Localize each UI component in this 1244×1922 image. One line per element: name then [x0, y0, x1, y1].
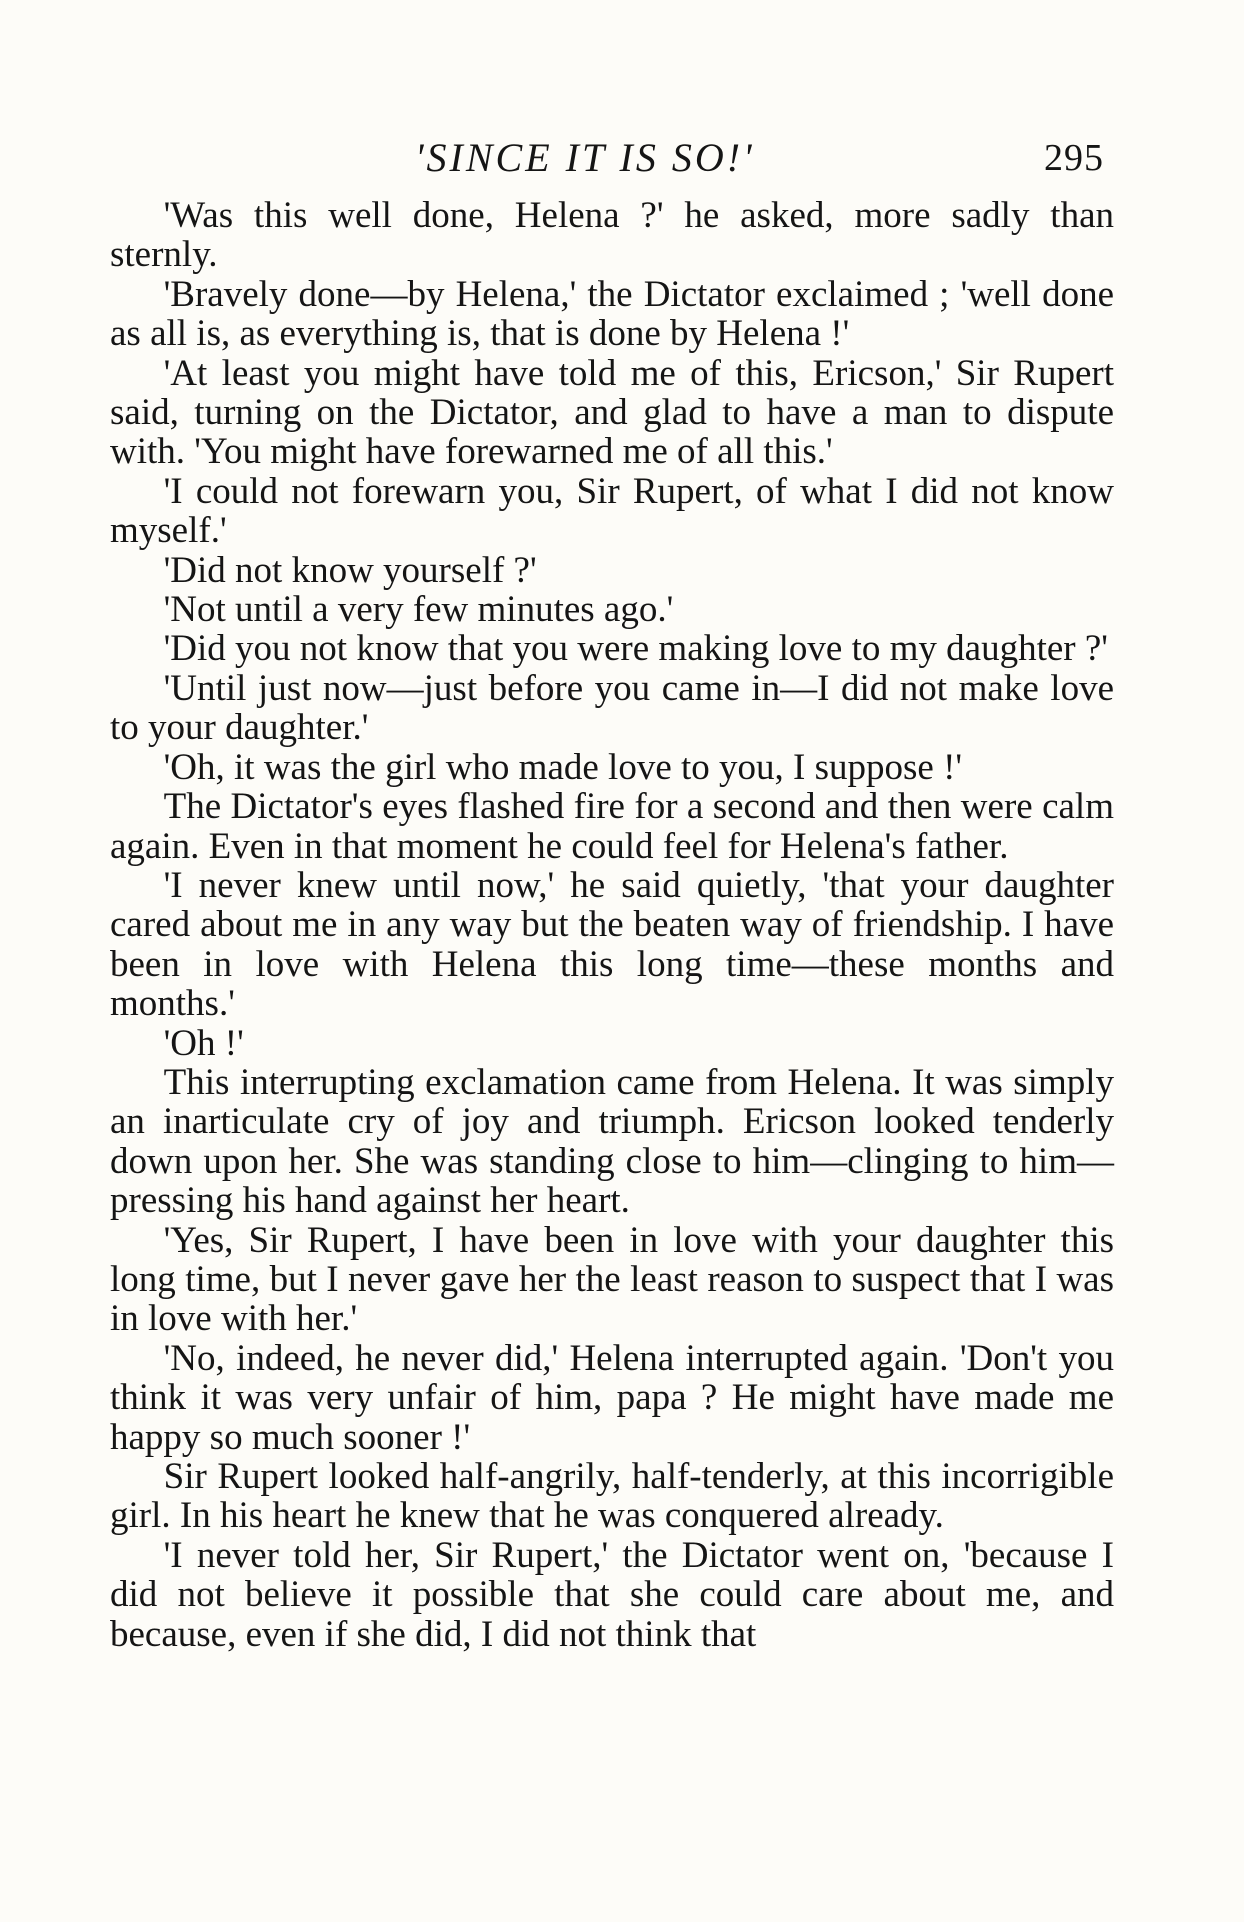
- paragraph: 'Yes, Sir Rupert, I have been in love with your daughter this long time, but I never gave her the least reason to suspect that I was in love with her.': [110, 1219, 1114, 1340]
- paragraph: 'Not until a very few minutes ago.': [163, 589, 674, 631]
- paragraph: 'Bravely done—by Helena,' the Dictator exclaimed ; 'well done as all is, as everything is, that is done by Helena !': [110, 273, 1114, 355]
- paragraph: 'I never knew until now,' he said quietly, 'that your daughter cared about me in any way but the beaten way of friendship. I have been in love with Helena this long time—these months and months.': [110, 864, 1114, 1025]
- paragraph: The Dictator's eyes flashed fire for a second and then were calm again. Even in that moment he could feel for Helena's father.: [110, 786, 1114, 867]
- paragraph: 'At least you might have told me of this, Ericson,' Sir Rupert said, turning on the Dictator, and glad to have a man to dispute with. 'You might have forewarned me of all this.': [110, 352, 1114, 473]
- paragraph: 'I never told her, Sir Rupert,' the Dictator went on, 'because I did not believe it possible that she could care about me, and because, even if she did, I did not think that: [110, 1534, 1114, 1655]
- paragraph: 'Did not know yourself ?': [163, 549, 537, 591]
- paragraph: 'Did you not know that you were making love to my daughter ?': [163, 628, 1108, 670]
- page-header: [0, 134, 1244, 184]
- paragraph: 'Oh, it was the girl who made love to you, I suppose !': [163, 746, 963, 788]
- paragraph: 'Until just now—just before you came in—I did not make love to your daughter.': [110, 667, 1114, 749]
- paragraph: 'Oh !': [163, 1022, 244, 1064]
- paragraph: 'I could not forewarn you, Sir Rupert, of what I did not know myself.': [110, 470, 1114, 552]
- paragraph: 'Was this well done, Helena ?' he asked, more sadly than sternly.: [110, 195, 1114, 276]
- paragraph: This interrupting exclamation came from Helena. It was simply an inarticulate cry of joy and triumph. Ericson looked tenderly down upon her. She was standing close to him—clinging to him—pressing his hand against her heart.: [110, 1061, 1114, 1222]
- paragraph: 'No, indeed, he never did,' Helena interrupted again. 'Don't you think it was very unfair of him, papa ? He might have made me happy so much sooner !': [110, 1337, 1114, 1458]
- body-text: [110, 196, 1114, 1654]
- page-number: 295: [1044, 137, 1104, 179]
- running-title: 'SINCE IT IS SO!': [415, 135, 755, 180]
- paragraph: Sir Rupert looked half-angrily, half-tenderly, at this incorrigible girl. In his heart he knew that he was conquered already.: [110, 1456, 1114, 1537]
